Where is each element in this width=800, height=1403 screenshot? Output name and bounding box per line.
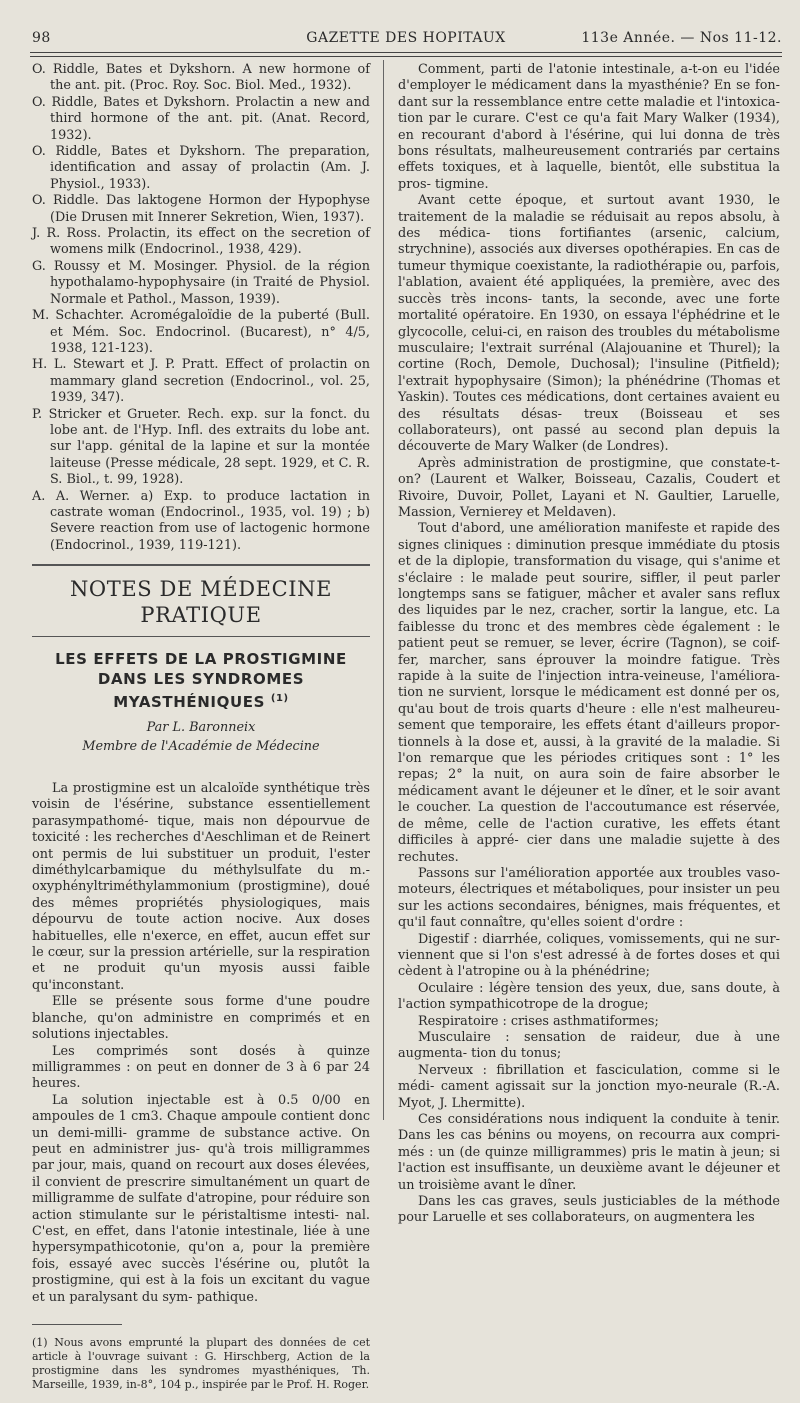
list-paragraph: Oculaire : légère tension des yeux, due, sans doute, à l'action sympathicotrope de la drogue;: [398, 980, 780, 1013]
article-title: [32, 649, 370, 712]
article-author: Par L. Baronneix: [146, 720, 256, 736]
section-rule-bottom: [32, 636, 370, 637]
footnote-marker: (1): [270, 693, 289, 705]
reference-item: M. Schachter. Acromégaloïdie de la puberté (Bull. et Mém. Soc. Endocrinol. (Bucarest), n° 4/5, 1938, 121-123).: [32, 308, 370, 356]
body-paragraph: Ces considérations nous indiquent la conduite à tenir. Dans les cas bénins ou moyens, on recourra aux compri- més : un (de quinze milligrammes) pris le matin à jeun; si l'action est insuffisante, un deuxième avant le déjeuner et un troisième avant le dîner.: [398, 1112, 780, 1193]
reference-item: A. A. Werner. a) Exp. to produce lactation in castrate woman (Endocrinol., 1935, vol. 19) ; b) Severe reaction from use of lactogenic hormone (Endocrinol., 1939, 119-121).: [32, 488, 370, 553]
body-paragraph: Passons sur l'amélioration apportée aux troubles vaso- moteurs, électriques et métaboliques, pour insister un peu sur les actions secondaires, bénignes, mais fréquentes, et qu'il faut connaître, qu'elles soient d'ordre :: [398, 865, 780, 931]
body-paragraph: Après administration de prostigmine, que constate-t-on? (Laurent et Walker, Boisseau, Cazalis, Coudert et Rivoire, Duvoir, Pollet, Layani et N. Gaultier, Laruelle, Massion, Vernierey et Meldaven).: [398, 455, 780, 520]
section-title: NOTES DE MÉDECINE PRATIQUE: [69, 577, 333, 628]
article-title-line1: LES EFFETS DE LA PROSTIGMINE: [55, 650, 347, 669]
left-column: [32, 62, 370, 1403]
article-title-line2: DANS LES SYNDROMES MYASTHÉNIQUES: [97, 670, 305, 712]
author-affiliation: Membre de l'Académie de Médecine: [82, 738, 320, 754]
body-paragraph: Comment, parti de l'atonie intestinale, a-t-on eu l'idée d'employer le médicament dans la myasthénie? En se fon- dant sur la ressemblance entre cette maladie et l'intoxica- tion par le curare. C'est ce qu'a fait Mary Walker (1934), en recourant d'abord à l'ésérine, qui lui donna de très bons résultats, malheureusement contrariés par certains effets toxiques, et à laquelle, bientôt, elle substitua la pros- tigmine.: [398, 62, 780, 192]
section-rule-top: [32, 564, 370, 566]
list-paragraph: Nerveux : fibrillation et fasciculation, comme si le médi- cament agissait sur la jonction myo-neurale (R.-A. Myot, J. Lhermitte).: [398, 1062, 780, 1111]
column-divider: [383, 60, 384, 1120]
reference-item: P. Stricker et Grueter. Rech. exp. sur la fonct. du lobe ant. de l'Hyp. Infl. des extraits du lobe ant. sur l'app. génital de la lapine et sur la montée laiteuse (Presse médicale, 28 sept. 1929, et C. R. S. Biol., t. 99, 1928).: [32, 406, 370, 488]
reference-item: O. Riddle, Bates et Dykshorn. A new hormone of the ant. pit. (Proc. Roy. Soc. Biol. Med., 1932).: [32, 62, 370, 94]
page-number: 98: [32, 30, 51, 46]
reference-item: H. L. Stewart et J. P. Pratt. Effect of prolactin on mammary gland secretion (Endocrinol., vol. 25, 1939, 347).: [32, 357, 370, 406]
list-paragraph: Digestif : diarrhée, coliques, vomissements, qui ne sur- viennent que si l'on s'est adressé à de fortes doses et qui cèdent à l'atropine ou à la phénédrine;: [398, 931, 780, 980]
reference-item: G. Roussy et M. Mosinger. Physiol. de la région hypothalamo-hypophysaire (in Traité de Physiol. Normale et Pathol., Masson, 1939).: [32, 258, 370, 307]
body-paragraph: Dans les cas graves, seuls justiciables de la méthode pour Laruelle et ses collaborateurs, on augmentera les: [398, 1194, 780, 1226]
reference-item: O. Riddle, Bates et Dykshorn. The preparation, identification and assay of prolactin (Am. J. Physiol., 1933).: [32, 144, 370, 192]
body-paragraph: La solution injectable est à 0.5 0/00 en ampoules de 1 cm3. Chaque ampoule contient donc un demi-milli- gramme de substance active. On peut en administrer jus- qu'à trois milligrammes par jour, mais, quand on recourt aux doses élevées, il convient de prescrire simultanément un quart de milligramme de sulfate d'atropine, pour réduire son action stimulante sur le péristaltisme intesti- nal. C'est, en effet, dans l'atonie intestinale, liée à une hypersympathicotonie, qu'on a, pour la première fois, essayé avec succès l'ésérine ou, plutôt la prostigmine, qui est à la fois un excitant du vague et un paralysant du sym- pathique.: [32, 1092, 370, 1305]
header-rule-2: [30, 56, 782, 57]
right-column: [398, 62, 780, 1227]
page-header: [30, 30, 782, 50]
list-paragraph: Respiratoire : crises asthmatiformes;: [418, 1013, 659, 1029]
reference-item: O. Riddle. Das laktogene Hormon der Hypophyse (Die Drusen mit Innerer Sekretion, Wien, 1937).: [32, 193, 370, 225]
header-rule: [30, 52, 782, 53]
body-paragraph: La prostigmine est un alcaloïde synthétique très voisin de l'ésérine, substance essentiellement parasympathomé- tique, mais non dépourvue de toxicité : les recherches d'Aeschliman et de Reinert ont permis de lui substituer un produit, l'ester diméthylcarbamique du méthylsulfate du m.-oxyphényltriméthylammonium (prostigmine), doué des mêmes propriétés physiologiques, mais dépourvu de toute action nocive. Aux doses habituelles, elle n'exerce, en effet, aucun effet sur le cœur, sur la pression artérielle, sur la respiration et ne produit qu'un myosis aussi faible qu'inconstant.: [32, 781, 370, 993]
journal-title: GAZETTE DES HOPITAUX: [306, 30, 506, 46]
reference-item: O. Riddle, Bates et Dykshorn. Prolactin a new and third hormone of the ant. pit. (Anat. Record, 1932).: [32, 94, 370, 143]
footnote: (1) Nous avons emprunté la plupart des données de cet article à l'ouvrage suivant : G. Hirschberg, Action de la prostigmine dans les syndromes myasthéniques, Th. Marseille, 1939, in-8°, 104 p., inspirée par le Prof. H. Roger.: [32, 1336, 370, 1391]
body-paragraph: Elle se présente sous forme d'une poudre blanche, qu'on administre en comprimés et en solutions injectables.: [32, 994, 370, 1043]
issue-info: 113e Année. — Nos 11-12.: [581, 30, 782, 46]
reference-list: [32, 62, 370, 554]
footnote-rule: [32, 1324, 122, 1325]
body-paragraph: Avant cette époque, et surtout avant 1930, le traitement de la maladie se réduisait au repos absolu, à des médica- tions fortifiantes (arsenic, calcium, strychnine), associés aux diverses opothérapies. En cas de tumeur thymique coexistante, la radiothérapie ou, parfois, l'ablation, avaient été appliquées, la première, avec des succès très incons- tants, la seconde, avec une forte mortalité opératoire. En 1930, on essaya l'éphédrine et le glycocolle, celui-ci, en raison des troubles du métabolisme musculaire; l'extrait surrénal (Alajouanine et Thurel); la cortine (Roch, Demole, Duchosal); l'insuline (Pitfield); l'extrait hypophysaire (Simon); la phénédrine (Thomas et Yaskin). Toutes ces médications, dont certaines avaient eu des résultats désas- treux (Boisseau et ses collaborateurs), ont passé au second plan depuis la découverte de Mary Walker (de Londres).: [398, 193, 780, 455]
reference-item: J. R. Ross. Prolactin, its effect on the secretion of womens milk (Endocrinol., 1938, 429).: [32, 226, 370, 258]
body-paragraph: Les comprimés sont dosés à quinze milligrammes : on peut en donner de 3 à 6 par 24 heures.: [32, 1043, 370, 1092]
list-paragraph: Musculaire : sensation de raideur, due à une augmenta- tion du tonus;: [398, 1029, 780, 1062]
body-paragraph: Tout d'abord, une amélioration manifeste et rapide des signes cliniques : diminution presque immédiate du ptosis et de la diplopie, transformation du visage, qui s'anime et s'éclaire : le malade peut sourire, siffler, il peut parler longtemps sans se fatiguer, mâcher et avaler sans reflux des liquides par le nez, cracher, sortir la langue, etc. La faiblesse du tronc et des membres cède également : le patient peut se remuer, se lever, écrire (Tagnon), se coif- fer, marcher, sans éprouver la moindre fatigue. Très rapide à la suite de l'injection intra-veineuse, l'améliora- tion ne survient, lorsque le médicament est donné per os, qu'au bout de trois quarts d'heure : elle n'est malheureu- sement que temporaire, les effets étant d'ailleurs propor- tionnels à la dose et, aussi, à la gravité de la maladie. Si l'on remarque que les périodes critiques sont : 1° les repas; 2° la nuit, on aura soin de faire absorber le médicament avant le déjeuner et le dîner, et le soir avant le coucher. La question de l'accoutumance est réservée, de même, celle de l'action curative, les effets étant difficiles à appré- cier dans une maladie sujette à des rechutes.: [398, 521, 780, 865]
